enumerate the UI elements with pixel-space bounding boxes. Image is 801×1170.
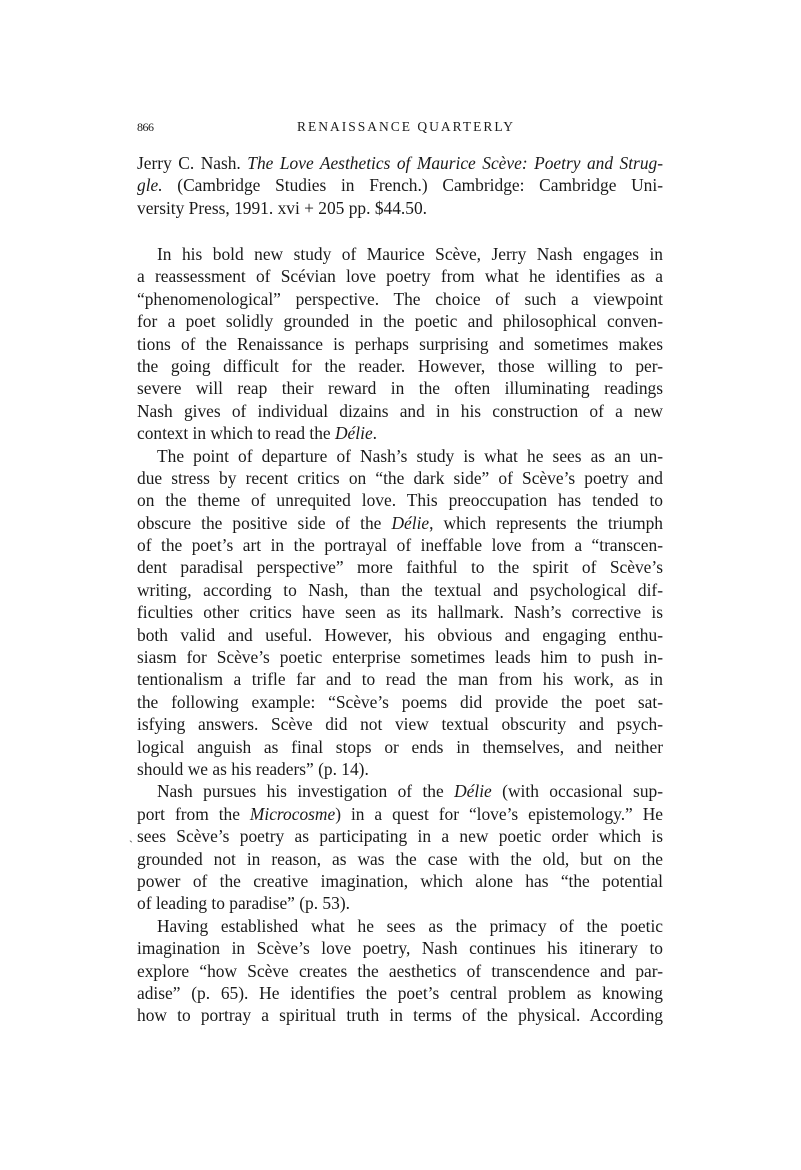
text-line <box>137 489 663 511</box>
text-segment: the going difficult for the reader. However, those willing to per- <box>137 355 663 376</box>
text-line <box>137 243 663 265</box>
book-citation <box>137 152 663 219</box>
text-line <box>137 152 663 174</box>
text-segment: sees Scève’s poetry as participating in a new poetic order which is <box>137 826 663 847</box>
journal-title: RENAISSANCE QUARTERLY <box>297 119 515 134</box>
text-line <box>137 579 663 601</box>
text-segment: “phenomenological” perspective. The choice of such a viewpoint <box>137 288 663 309</box>
text-segment: obscure the positive side of the <box>137 512 392 533</box>
text-segment: a reassessment of Scévian love poetry from what he identifies as a <box>137 266 663 287</box>
text-line <box>137 803 663 825</box>
italic-title: Délie <box>391 512 430 533</box>
text-line <box>137 355 663 377</box>
text-segment: due stress by recent critics on “the dark side” of Scève’s poetry and <box>137 467 663 488</box>
text-segment: the following example: “Scève’s poems did provide the poet sat- <box>137 691 663 712</box>
text-line <box>137 197 663 219</box>
text-segment: tentionalism a trifle far and to read the man from his work, as in <box>137 669 663 690</box>
text-line <box>137 982 663 1004</box>
text-segment: power of the creative imagination, which alone has “the potential <box>137 870 663 891</box>
text-segment: versity Press, 1991. xvi + 205 pp. $44.50. <box>137 197 427 218</box>
text-line <box>137 758 663 780</box>
text-line <box>137 377 663 399</box>
text-line <box>137 624 663 646</box>
review-body <box>129 243 664 1027</box>
text-segment: isfying answers. Scève did not view textual obscurity and psych- <box>137 714 663 735</box>
text-segment: The point of departure of Nash’s study is what he sees as an un- <box>157 445 663 466</box>
text-segment: writing, according to Nash, than the textual and psychological dif- <box>137 579 663 600</box>
text-line <box>137 288 663 310</box>
text-line <box>137 556 663 578</box>
text-line <box>137 467 663 489</box>
text-line <box>137 691 663 713</box>
text-line <box>137 174 663 196</box>
text-segment: on the theme of unrequited love. This preoccupation has tended to <box>137 490 663 511</box>
text-segment: adise” (p. 65). He identifies the poet’s central problem as knowing <box>137 982 663 1003</box>
text-segment: logical anguish as final stops or ends in themselves, and neither <box>137 736 663 757</box>
text-line <box>137 422 663 444</box>
text-line <box>137 1004 663 1026</box>
text-line <box>137 445 663 467</box>
text-line <box>137 713 663 735</box>
text-line <box>137 960 663 982</box>
text-segment: how to portray a spiritual truth in terms of the physical. According <box>137 1005 663 1026</box>
text-segment: of the poet’s art in the portrayal of ineffable love from a “transcen- <box>137 535 663 556</box>
text-segment: port from the <box>137 803 250 824</box>
text-segment: ) in a quest for “love’s epistemology.” He <box>335 803 663 824</box>
text-segment: tions of the Renaissance is perhaps surprising and sometimes makes <box>137 333 663 354</box>
text-segment: for a poet solidly grounded in the poetic and philosophical conven- <box>137 311 663 332</box>
text-segment: context in which to read the <box>137 423 335 444</box>
text-line <box>137 736 663 758</box>
text-segment: dent paradisal perspective” more faithful to the spirit of Scève’s <box>137 557 663 578</box>
text-segment: imagination in Scève’s love poetry, Nash continues his itinerary to <box>137 938 663 959</box>
text-line <box>129 825 663 847</box>
text-segment: Having established what he sees as the primacy of the poetic <box>157 915 663 936</box>
page-number: 866 <box>137 120 154 134</box>
text-line <box>137 646 663 668</box>
text-line <box>137 265 663 287</box>
text-line <box>137 333 663 355</box>
text-line <box>137 915 663 937</box>
italic-title: gle. <box>137 175 163 196</box>
text-segment: Jerry C. Nash. <box>137 153 248 173</box>
text-line <box>137 848 663 870</box>
text-line <box>137 534 663 556</box>
text-segment: . <box>372 423 378 444</box>
text-segment: Nash gives of individual dizains and in his construction of a new <box>137 400 663 421</box>
text-segment: grounded not in reason, as was the case with the old, but on the <box>137 848 663 869</box>
running-head <box>137 118 663 136</box>
italic-title: The Love Aesthetics of Maurice Scève: Poetry and Strug- <box>247 153 664 173</box>
text-segment: (with occasional sup- <box>491 781 664 802</box>
text-line <box>137 870 663 892</box>
text-line <box>137 937 663 959</box>
text-line <box>137 310 663 332</box>
text-segment: both valid and useful. However, his obvious and engaging enthu- <box>137 624 663 645</box>
italic-title: Délie <box>454 781 492 802</box>
text-segment: , which represents the triumph <box>429 512 663 533</box>
text-segment: should we as his readers” (p. 14). <box>137 758 369 779</box>
text-line <box>137 668 663 690</box>
text-segment: In his bold new study of Maurice Scève, Jerry Nash engages in <box>157 244 663 264</box>
italic-title: Microcosme <box>249 803 336 824</box>
text-segment: explore “how Scève creates the aesthetics of transcendence and par- <box>137 960 663 981</box>
text-segment: Nash pursues his investigation of the <box>157 781 455 802</box>
text-line <box>137 512 663 534</box>
text-segment: severe will reap their reward in the often illuminating readings <box>137 378 663 399</box>
text-segment: siasm for Scève’s poetic enterprise sometimes leads him to push in- <box>137 647 663 668</box>
text-line <box>137 892 663 914</box>
text-line <box>137 780 663 802</box>
text-segment: of leading to paradise” (p. 53). <box>137 893 350 914</box>
text-line <box>137 400 663 422</box>
text-line <box>137 601 663 623</box>
text-segment: (Cambridge Studies in French.) Cambridge: Cambridge Uni- <box>162 175 663 196</box>
margin-mark: ˏ <box>129 829 133 844</box>
italic-title: Délie <box>335 423 373 444</box>
text-segment: ficulties other critics have seen as its hallmark. Nash’s corrective is <box>137 602 663 623</box>
